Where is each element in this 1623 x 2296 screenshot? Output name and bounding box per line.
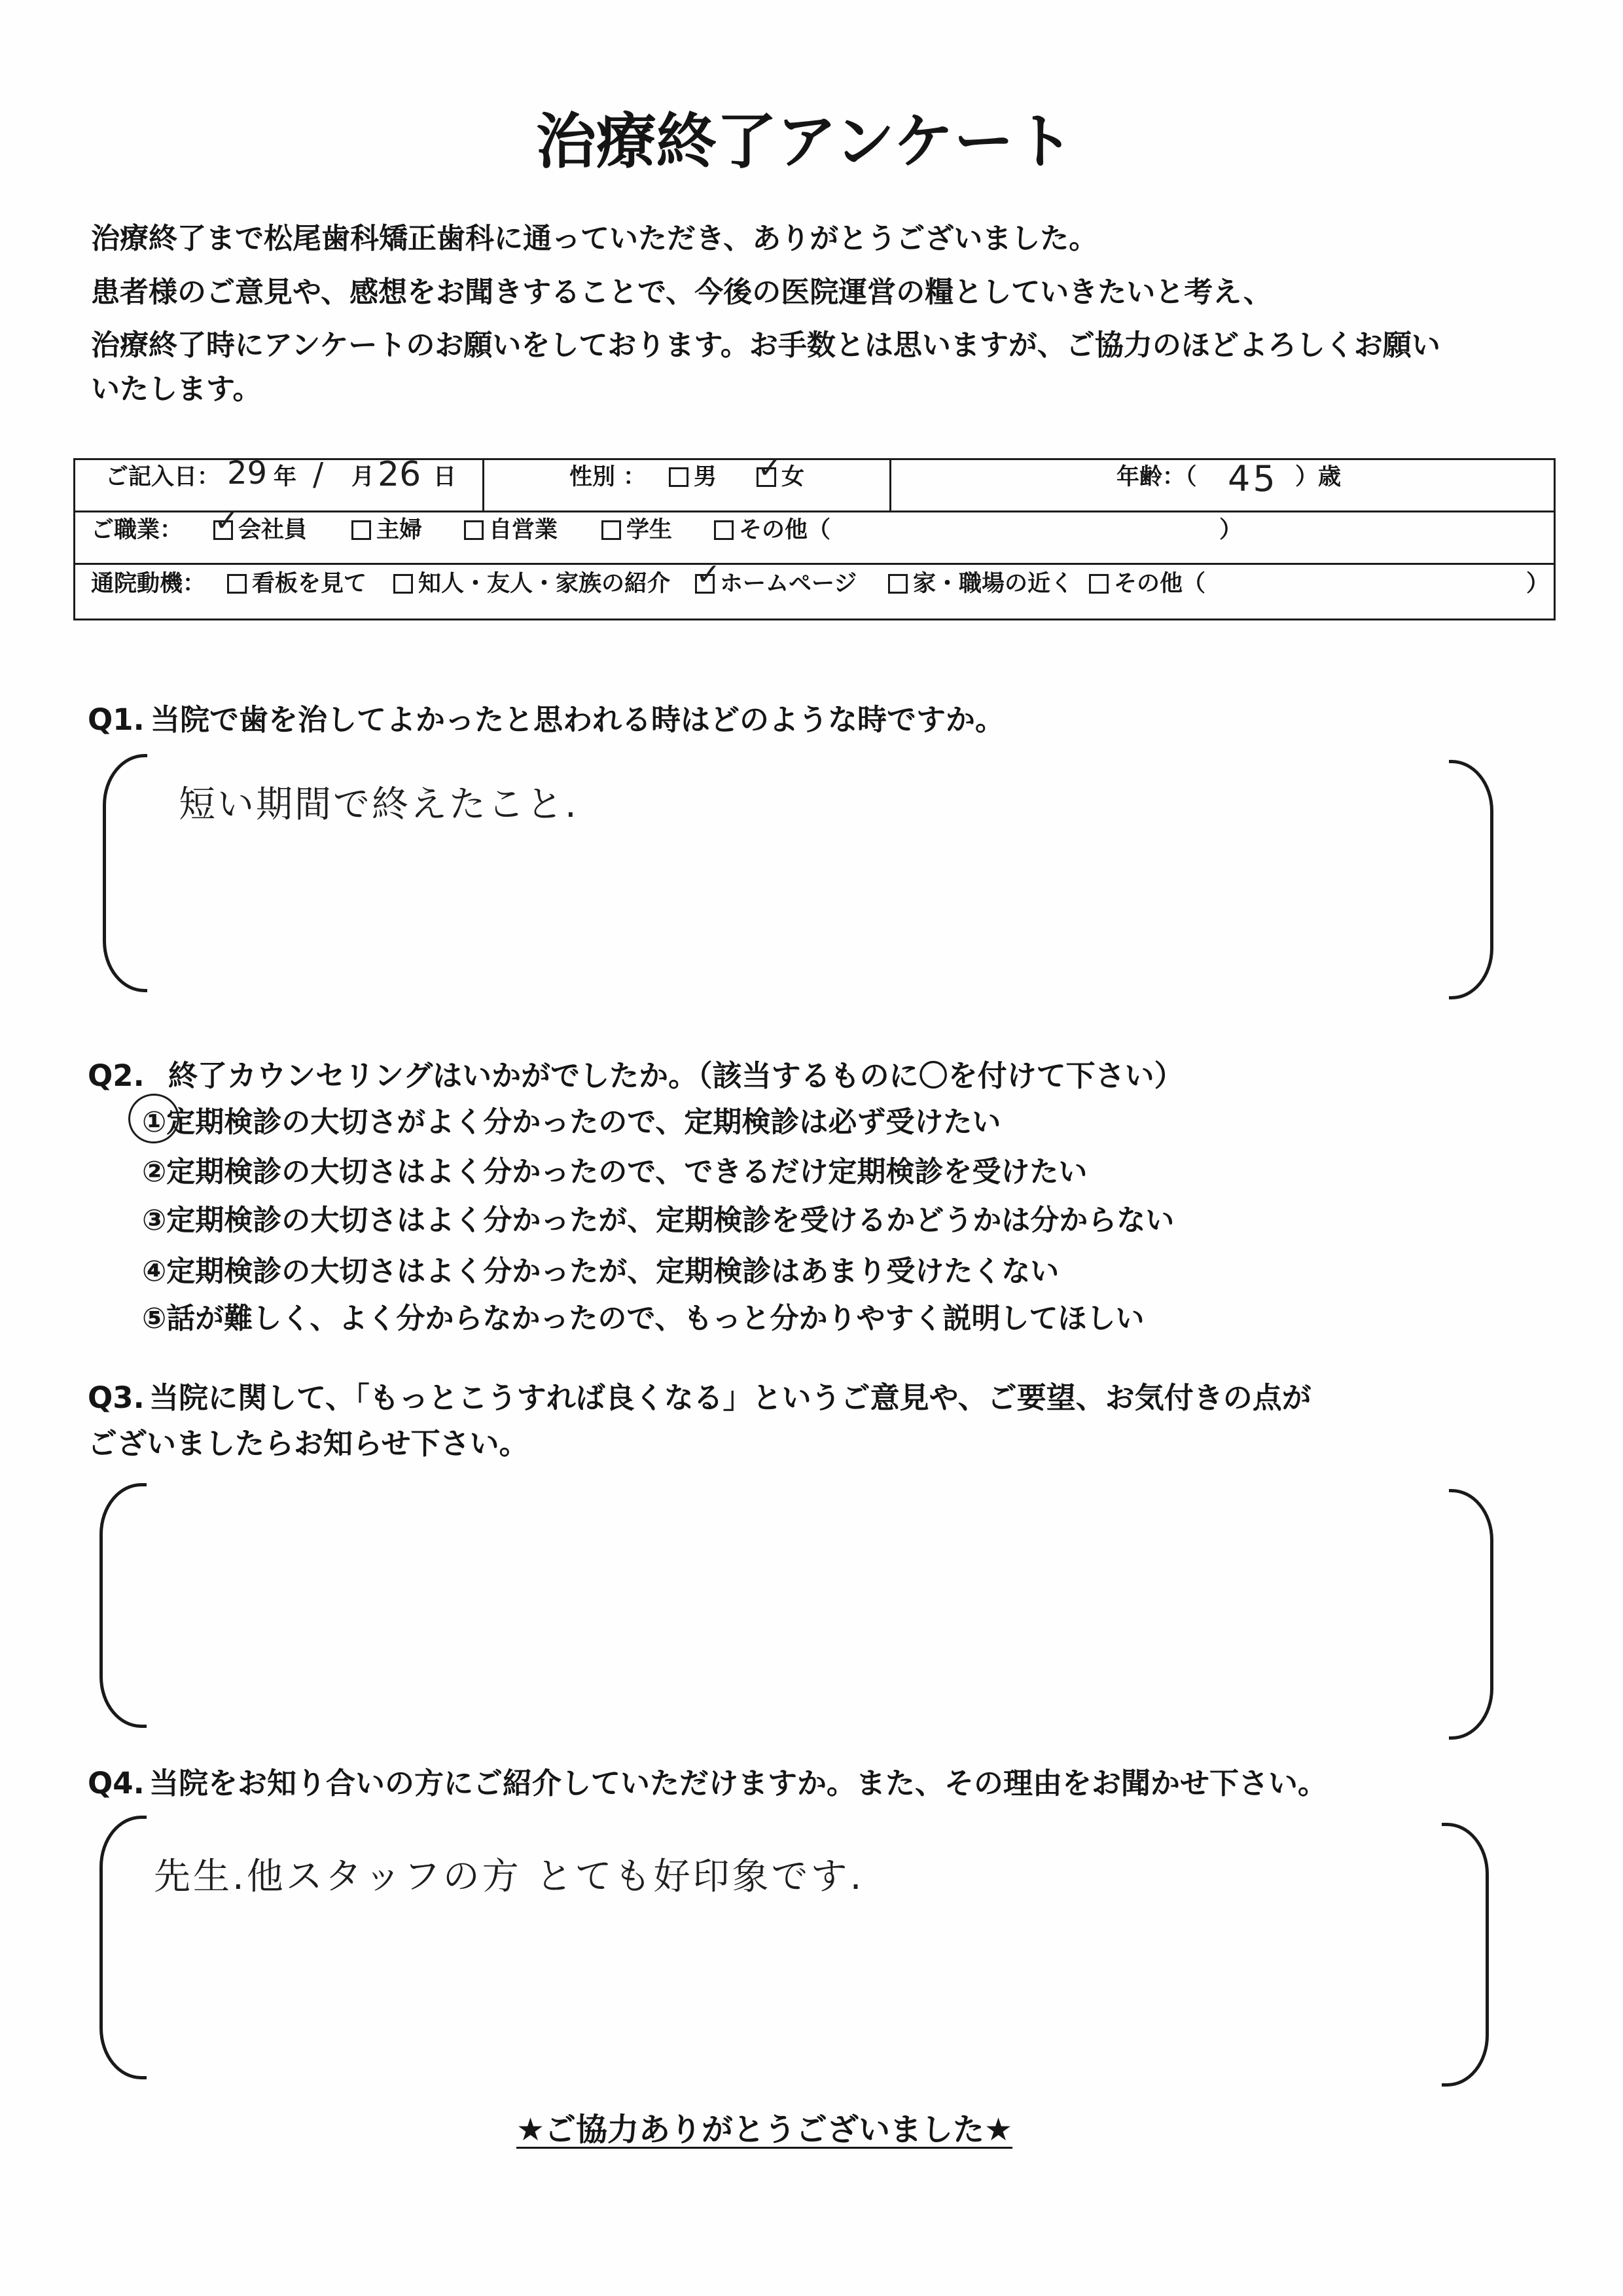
intro-line: 患者様のご意見や、感想をお聞きすることで、今後の医院運営の糧としていきたいと考え、 <box>91 276 1272 309</box>
q2-heading <box>88 1058 1184 1094</box>
checkbox-icon <box>601 520 621 540</box>
gender-label: 性別 ： <box>569 464 647 490</box>
q4-label: Q4. <box>88 1766 145 1801</box>
date-label: ご記入日： <box>105 464 221 490</box>
q4-answer-bracket-left <box>99 1816 147 2079</box>
occupation-option-label: その他（ <box>739 517 831 543</box>
date-day-value: 26 <box>378 455 421 494</box>
q3-text: 当院に関して、「もっとこうすれば良くなる」というご意見や、ご要望、お気付きの点が <box>149 1380 1311 1415</box>
intro-line: 治療終了まで松尾歯科矯正歯科に通っていただき、ありがとうございました。 <box>91 222 1098 255</box>
motive-option-label: 看板を見て <box>252 571 367 597</box>
motive-option-label: 家・職場の近く <box>913 571 1074 597</box>
q1-text: 当院で歯を治してよかったと思われる時はどのような時ですか。 <box>151 702 1005 737</box>
age-label: 年齢：（ <box>1116 464 1197 490</box>
q1-heading <box>88 702 1005 738</box>
occupation-option-label: 学生 <box>626 517 673 543</box>
table-column-divider <box>889 458 891 511</box>
occupation-label: ご職業： <box>91 517 183 543</box>
q2-label: Q2. <box>88 1058 145 1093</box>
motive-label: 通院動機： <box>91 571 206 597</box>
checkbox-icon <box>213 520 233 540</box>
q1-handwritten-answer: 短い期間で終えたこと. <box>179 783 579 826</box>
checkbox-icon <box>351 520 371 540</box>
q1-answer-bracket-right <box>1449 760 1493 999</box>
date-day-unit: 日 <box>433 464 457 490</box>
motive-option-other <box>1089 570 1205 598</box>
date-year-value: 29 <box>227 455 268 492</box>
table-column-divider <box>482 458 484 511</box>
occupation-option-label: 自営業 <box>489 517 558 543</box>
table-row-divider <box>73 511 1556 512</box>
survey-title: 治療終了アンケート <box>535 107 1075 177</box>
date-month-value: / <box>313 456 324 493</box>
motive-other-close: ） <box>1526 571 1550 597</box>
gender-option-female <box>757 463 804 491</box>
motive-option-nearby <box>888 570 1073 598</box>
checkbox-icon <box>393 574 413 594</box>
intro-line: いたします。 <box>91 372 262 406</box>
q4-answer-bracket-right <box>1442 1823 1489 2087</box>
checkbox-icon <box>1089 574 1109 594</box>
occupation-option-company-employee <box>213 516 307 544</box>
q3-heading <box>88 1380 1311 1416</box>
checkbox-icon <box>695 574 715 594</box>
checkbox-icon <box>888 574 908 594</box>
occupation-option-label: 会社員 <box>238 517 308 543</box>
gender-option-male <box>669 463 717 491</box>
q1-label: Q1. <box>88 702 145 737</box>
motive-option-referral <box>393 570 670 598</box>
q2-option: ⑤話が難しく、よく分からなかったので、もっと分かりやすく説明してほしい <box>142 1302 1145 1335</box>
occupation-other-close: ） <box>1219 517 1243 543</box>
motive-option-homepage <box>695 570 857 598</box>
date-year-unit: 年 <box>274 464 297 490</box>
table-row-divider <box>73 563 1556 565</box>
q1-answer-bracket-left <box>103 754 147 992</box>
occupation-option-student <box>601 516 672 544</box>
checkbox-icon <box>714 520 734 540</box>
thank-you-footer: ★ご協力ありがとうございました★ <box>516 2111 1013 2148</box>
q2-option: ④定期検診の大切さはよく分かったが、定期検診はあまり受けたくない <box>142 1255 1060 1288</box>
gender-option-label: 女 <box>781 464 805 490</box>
motive-option-signboard <box>227 570 366 598</box>
date-month-unit: 月 <box>351 464 375 490</box>
age-value: 45 <box>1228 458 1278 499</box>
occupation-option-label: 主婦 <box>376 517 423 543</box>
intro-line: 治療終了時にアンケートのお願いをしております。お手数とは思いますが、ご協力のほどよろしくお願い <box>91 329 1440 362</box>
occupation-option-other <box>714 516 830 544</box>
q4-text: 当院をお知り合いの方にご紹介していただけますか。また、その理由をお聞かせ下さい。 <box>149 1766 1328 1801</box>
q2-text: 終了カウンセリングはいかがでしたか。（該当するものに〇を付けて下さい） <box>168 1058 1184 1093</box>
q2-option: ③定期検診の大切さはよく分かったが、定期検診を受けるかどうかは分からない <box>142 1204 1175 1237</box>
occupation-option-self-employed <box>464 516 558 544</box>
motive-option-label: その他（ <box>1114 571 1206 597</box>
q3-answer-bracket-right <box>1449 1489 1493 1740</box>
q4-handwritten-answer: 先生.他スタッフの方 とても好印象です. <box>154 1856 865 1898</box>
checkbox-icon <box>757 467 776 487</box>
checkbox-icon <box>669 467 688 487</box>
q3-text-continued: ございましたらお知らせ下さい。 <box>88 1426 529 1461</box>
age-suffix: ）歳 <box>1295 464 1342 490</box>
occupation-option-housewife <box>351 516 422 544</box>
checkbox-icon <box>464 520 484 540</box>
gender-option-label: 男 <box>694 464 717 490</box>
motive-option-label: 知人・友人・家族の紹介 <box>418 571 671 597</box>
checkbox-icon <box>227 574 247 594</box>
q3-label: Q3. <box>88 1380 145 1415</box>
q4-heading <box>88 1766 1327 1801</box>
motive-option-label: ホームページ <box>720 571 857 597</box>
q3-answer-bracket-left <box>99 1483 147 1728</box>
q2-option: ②定期検診の大切さはよく分かったので、できるだけ定期検診を受けたい <box>142 1155 1088 1189</box>
q2-option: ①定期検診の大切さがよく分かったので、定期検診は必ず受けたい <box>142 1105 1001 1139</box>
